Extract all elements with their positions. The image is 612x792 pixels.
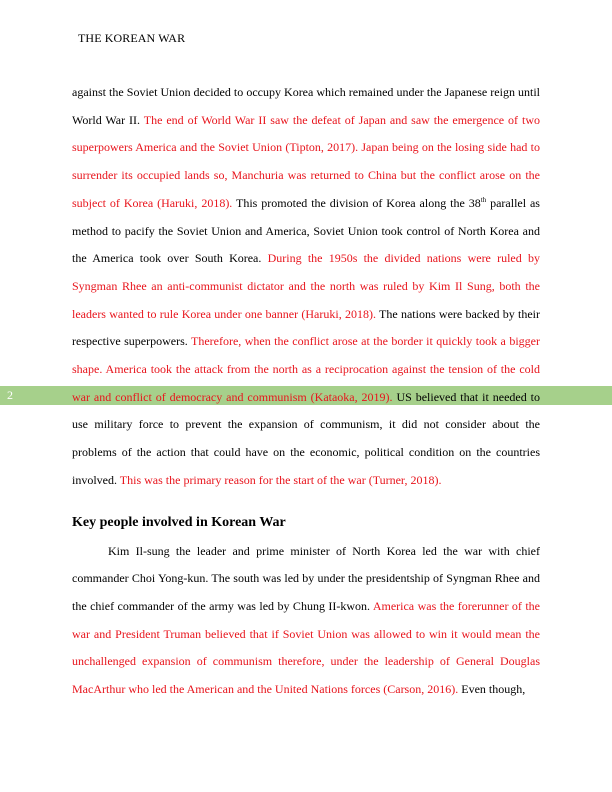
text-run: The nations were backed by their respective superpowers. [72, 306, 540, 349]
running-head: THE KOREAN WAR [78, 31, 186, 45]
text-run: against the Soviet Union decided to occupy Korea which remained under the Japanese reign until World War II. [72, 85, 540, 127]
text-run: US believed that it needed to use military force to prevent the expansion of communism, it did not consider about the problems of the action that could have on the economic, political condition on the countries involved. [72, 389, 540, 487]
text-run: Kim Il-sung the leader and prime minister of North Korea led the war with chief commander Choi Yong-kun. The south was led by under the presidentship of Syngman Rhee and the chief commander of the army was led by Chung II-kwon. [72, 543, 540, 613]
section-heading: Key people involved in Korean War [72, 514, 286, 530]
highlighted-text-run: Therefore, when the conflict arose at the border it quickly took a bigger shape. America took the attack from the north as a reciprocation against the tension of the cold war and conflict of democracy and communism (Kataoka, 2019). [72, 334, 540, 404]
text-run: This promoted the division of Korea along the 38 [232, 195, 481, 210]
paragraph-intro [72, 79, 540, 495]
highlighted-text-run: This was the primary reason for the start of the war (Turner, 2018). [119, 472, 442, 487]
highlighted-text-run: America was the forerunner of the war and President Truman believed that if Soviet Union was allowed to win it would mean the unchallenged expansion of communism therefore, under the leadership of General Douglas MacArthur who led the American and the United Nations forces (Carson, 2016). [72, 598, 540, 697]
text-run: Even though, [458, 682, 526, 697]
highlighted-text-run: The end of World War II saw the defeat of Japan and saw the emergence of two superpowers America and the Soviet Union (Tipton, 2017). Japan being on the losing side had to surrender its occupied lands so, Manchuria was returned to China but the conflict arose on the subject of Korea (Haruki, 2018). [72, 112, 540, 210]
text-run: parallel as method to pacify the Soviet Union and America, Soviet Union took control of North Korea and the America took over South Korea. [72, 195, 540, 266]
paragraph-key-people [72, 538, 540, 704]
superscript: th [480, 195, 487, 204]
line-number: 2 [7, 388, 13, 402]
highlighted-text-run: During the 1950s the divided nations were ruled by Syngman Rhee an anti-communist dictator and the north was ruled by Kim Il Sung, both the leaders wanted to rule Korea under one banner (Haruki, 2018). [72, 251, 540, 321]
document-body [72, 79, 540, 704]
